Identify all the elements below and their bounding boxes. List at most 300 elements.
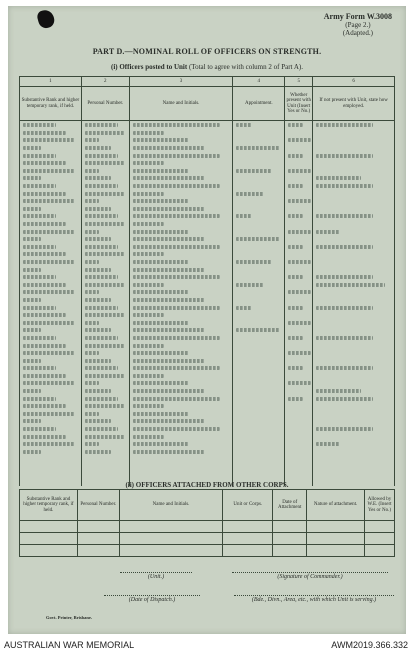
faded-entry xyxy=(85,290,99,294)
table-cell xyxy=(285,144,313,152)
faded-entry xyxy=(85,199,99,203)
faded-entry xyxy=(316,397,373,401)
table-cell xyxy=(233,205,285,213)
faded-entry xyxy=(133,222,164,226)
table-cell xyxy=(233,151,285,159)
table-cell xyxy=(20,425,82,433)
faded-entry xyxy=(316,123,373,127)
att-header-personal-number: Personal Number. xyxy=(77,490,119,521)
table-cell xyxy=(129,387,233,395)
faded-entry xyxy=(85,359,111,363)
faded-entry xyxy=(23,283,66,287)
table-cell xyxy=(81,448,129,456)
unit-line xyxy=(120,572,192,573)
table-cell xyxy=(129,417,233,425)
faded-entry xyxy=(23,389,41,393)
faded-entry xyxy=(133,192,164,196)
faded-entry xyxy=(133,321,189,325)
table-cell xyxy=(285,250,313,258)
table-cell xyxy=(285,296,313,304)
table-cell xyxy=(129,159,233,167)
table-row xyxy=(20,318,395,326)
faded-entry xyxy=(85,313,125,317)
faded-entry xyxy=(316,336,373,340)
table-cell xyxy=(81,394,129,402)
table-cell xyxy=(233,417,285,425)
table-cell xyxy=(285,349,313,357)
table-cell xyxy=(233,432,285,440)
faded-entry xyxy=(133,344,164,348)
table-cell xyxy=(285,129,313,137)
faded-entry xyxy=(236,260,272,264)
faded-entry xyxy=(133,419,205,423)
table-row xyxy=(20,296,395,304)
table-cell xyxy=(129,379,233,387)
table-cell xyxy=(313,121,395,129)
table-cell xyxy=(233,296,285,304)
faded-entry xyxy=(85,237,111,241)
table-cell xyxy=(285,280,313,288)
table-cell xyxy=(20,129,82,137)
table-cell xyxy=(20,470,82,478)
table-cell xyxy=(20,189,82,197)
table-cell xyxy=(129,182,233,190)
table-cell xyxy=(20,220,82,228)
table-row xyxy=(20,432,395,440)
faded-entry xyxy=(133,123,220,127)
table-cell xyxy=(313,250,395,258)
table-cell xyxy=(313,341,395,349)
table-cell xyxy=(81,167,129,175)
table-cell xyxy=(81,341,129,349)
table-cell xyxy=(285,174,313,182)
table-row xyxy=(20,189,395,197)
faded-entry xyxy=(23,230,75,234)
table-cell xyxy=(285,402,313,410)
table-cell xyxy=(285,235,313,243)
faded-entry xyxy=(85,366,118,370)
faded-entry xyxy=(23,344,66,348)
table-cell xyxy=(285,265,313,273)
table-row xyxy=(20,326,395,334)
column-number: 4 xyxy=(233,77,285,87)
faded-entry xyxy=(133,366,220,370)
table-cell xyxy=(81,440,129,448)
table-cell xyxy=(223,533,273,545)
table-cell xyxy=(233,144,285,152)
faded-entry xyxy=(288,275,303,279)
faded-entry xyxy=(133,298,205,302)
table-cell xyxy=(285,212,313,220)
faded-entry xyxy=(288,351,311,355)
faded-entry xyxy=(133,381,189,385)
table-cell xyxy=(313,189,395,197)
table-cell xyxy=(233,288,285,296)
table-cell xyxy=(233,349,285,357)
table-cell xyxy=(233,341,285,349)
table-cell xyxy=(20,432,82,440)
table-cell xyxy=(285,440,313,448)
faded-entry xyxy=(23,176,41,180)
table-cell xyxy=(313,258,395,266)
torn-corner xyxy=(36,8,56,30)
table-cell xyxy=(313,402,395,410)
printer-imprint: Govt. Printer, Brisbane. xyxy=(46,615,92,620)
faded-entry xyxy=(23,214,56,218)
faded-entry xyxy=(23,146,41,150)
dispatch-line xyxy=(104,595,200,596)
faded-entry xyxy=(85,275,118,279)
table-cell xyxy=(81,387,129,395)
table-cell xyxy=(313,174,395,182)
table-cell xyxy=(20,121,82,129)
table-cell xyxy=(81,311,129,319)
faded-entry xyxy=(85,192,125,196)
table-cell xyxy=(285,136,313,144)
faded-entry xyxy=(316,366,373,370)
table-cell xyxy=(20,318,82,326)
table-cell xyxy=(233,182,285,190)
faded-entry xyxy=(288,184,303,188)
table-cell xyxy=(285,394,313,402)
table-cell xyxy=(81,425,129,433)
faded-entry xyxy=(288,336,303,340)
table-cell xyxy=(20,151,82,159)
att-body xyxy=(20,521,395,557)
table-cell xyxy=(20,296,82,304)
faded-entry xyxy=(236,283,264,287)
table-cell xyxy=(20,410,82,418)
faded-entry xyxy=(23,169,75,173)
table-cell xyxy=(233,174,285,182)
table-cell xyxy=(285,220,313,228)
section2-label: (ii) OFFICERS ATTACHED FROM OTHER CORPS. xyxy=(125,481,289,489)
form-number-block xyxy=(324,13,392,37)
faded-entry xyxy=(23,404,66,408)
table-cell xyxy=(285,243,313,251)
faded-entry xyxy=(133,230,189,234)
table-cell xyxy=(20,394,82,402)
table-cell xyxy=(129,227,233,235)
table-cell xyxy=(20,243,82,251)
table-cell xyxy=(81,296,129,304)
table-cell xyxy=(81,189,129,197)
faded-entry xyxy=(85,146,111,150)
column-header-employment: If not present with Unit, state how employed. xyxy=(313,87,395,121)
table-cell xyxy=(285,455,313,463)
column-header-personal-number: Personal Number. xyxy=(81,87,129,121)
faded-entry xyxy=(85,283,125,287)
table-cell xyxy=(81,227,129,235)
table-cell xyxy=(365,521,395,533)
att-header-name: Name and Initials. xyxy=(119,490,223,521)
faded-entry xyxy=(133,427,220,431)
table-row xyxy=(20,159,395,167)
table-cell xyxy=(20,235,82,243)
table-cell xyxy=(285,334,313,342)
faded-entry xyxy=(133,374,164,378)
table-cell xyxy=(20,205,82,213)
table-cell xyxy=(273,521,307,533)
column-number: 6 xyxy=(313,77,395,87)
faded-entry xyxy=(85,245,118,249)
table-cell xyxy=(223,521,273,533)
table-cell xyxy=(233,235,285,243)
table-cell xyxy=(313,356,395,364)
faded-entry xyxy=(133,199,189,203)
table-cell xyxy=(313,288,395,296)
table-cell xyxy=(129,220,233,228)
table-cell xyxy=(20,258,82,266)
faded-entry xyxy=(23,427,56,431)
table-cell xyxy=(233,311,285,319)
table-cell xyxy=(81,280,129,288)
table-row xyxy=(20,273,395,281)
faded-entry xyxy=(316,230,340,234)
column-number-row xyxy=(20,77,395,87)
table-cell xyxy=(285,258,313,266)
faded-entry xyxy=(23,290,75,294)
faded-entry xyxy=(288,260,311,264)
table-cell xyxy=(81,463,129,471)
faded-entry xyxy=(133,154,220,158)
faded-entry xyxy=(23,412,75,416)
table-cell xyxy=(119,533,223,545)
table-row xyxy=(20,545,395,557)
faded-entry xyxy=(85,268,111,272)
column-header-appointment: Appointment. xyxy=(233,87,285,121)
table-cell xyxy=(81,159,129,167)
table-cell xyxy=(307,533,365,545)
faded-entry xyxy=(85,381,99,385)
faded-entry xyxy=(133,435,164,439)
table-cell xyxy=(233,129,285,137)
table-row xyxy=(20,144,395,152)
table-cell xyxy=(20,303,82,311)
table-cell xyxy=(285,417,313,425)
faded-entry xyxy=(85,123,118,127)
faded-entry xyxy=(133,328,205,332)
table-cell xyxy=(233,197,285,205)
faded-entry xyxy=(316,245,373,249)
table-cell xyxy=(81,455,129,463)
faded-entry xyxy=(133,306,220,310)
faded-entry xyxy=(85,328,111,332)
faded-entry xyxy=(133,351,189,355)
table-cell xyxy=(273,533,307,545)
table-cell xyxy=(313,159,395,167)
faded-entry xyxy=(133,450,205,454)
table-cell xyxy=(81,258,129,266)
table-cell xyxy=(129,129,233,137)
column-header-present: Whether present with Unit (Insert Yes or No.) xyxy=(285,87,313,121)
table-cell xyxy=(129,258,233,266)
table-cell xyxy=(285,387,313,395)
faded-entry xyxy=(236,328,279,332)
table-row xyxy=(20,197,395,205)
faded-entry xyxy=(23,359,41,363)
faded-entry xyxy=(23,366,56,370)
table-row xyxy=(20,410,395,418)
table-cell xyxy=(233,159,285,167)
faded-entry xyxy=(316,214,373,218)
faded-entry xyxy=(316,442,340,446)
table-cell xyxy=(129,394,233,402)
table-row xyxy=(20,151,395,159)
table-cell xyxy=(313,235,395,243)
table-cell xyxy=(313,167,395,175)
faded-entry xyxy=(288,169,311,173)
table-cell xyxy=(285,227,313,235)
table-cell xyxy=(313,212,395,220)
table-cell xyxy=(129,189,233,197)
table-cell xyxy=(233,379,285,387)
table-cell xyxy=(20,455,82,463)
table-cell xyxy=(20,349,82,357)
table-row xyxy=(20,448,395,456)
table-cell xyxy=(313,227,395,235)
table-cell xyxy=(81,432,129,440)
faded-entry xyxy=(133,207,205,211)
table-cell xyxy=(285,159,313,167)
faded-entry xyxy=(316,427,373,431)
table-row xyxy=(20,311,395,319)
table-cell xyxy=(129,402,233,410)
table-cell xyxy=(285,197,313,205)
table-cell xyxy=(81,318,129,326)
table-row xyxy=(20,212,395,220)
table-cell xyxy=(285,189,313,197)
faded-entry xyxy=(288,199,311,203)
table-row xyxy=(20,425,395,433)
table-row xyxy=(20,394,395,402)
table-cell xyxy=(313,197,395,205)
table-cell xyxy=(20,364,82,372)
table-row xyxy=(20,121,395,129)
faded-entry xyxy=(133,404,164,408)
table-cell xyxy=(307,521,365,533)
table-cell xyxy=(313,129,395,137)
location-label: (Bde., Divn., Area, etc., with which Unit is serving.) xyxy=(251,597,377,603)
faded-entry xyxy=(23,237,41,241)
faded-entry xyxy=(23,419,41,423)
table-cell xyxy=(81,402,129,410)
table-cell xyxy=(81,326,129,334)
table-cell xyxy=(129,311,233,319)
table-row xyxy=(20,129,395,137)
roll-body xyxy=(20,121,395,486)
table-cell xyxy=(313,326,395,334)
faded-entry xyxy=(23,381,75,385)
table-cell xyxy=(129,273,233,281)
table-cell xyxy=(313,379,395,387)
table-cell xyxy=(285,372,313,380)
faded-entry xyxy=(23,123,56,127)
table-cell xyxy=(365,545,395,557)
table-cell xyxy=(273,545,307,557)
table-cell xyxy=(233,402,285,410)
table-cell xyxy=(129,265,233,273)
table-cell xyxy=(20,280,82,288)
faded-entry xyxy=(85,230,99,234)
section1-label: (i) Officers posted to Unit xyxy=(111,63,188,71)
table-cell xyxy=(129,235,233,243)
table-cell xyxy=(285,205,313,213)
column-header-row xyxy=(20,87,395,121)
table-cell xyxy=(233,372,285,380)
table-row xyxy=(20,387,395,395)
table-row xyxy=(20,349,395,357)
faded-entry xyxy=(85,389,111,393)
table-cell xyxy=(81,303,129,311)
footer-bar xyxy=(0,637,412,653)
table-cell xyxy=(81,334,129,342)
table-cell xyxy=(313,280,395,288)
table-cell xyxy=(313,144,395,152)
table-cell xyxy=(233,265,285,273)
faded-entry xyxy=(133,290,189,294)
faded-entry xyxy=(133,237,205,241)
table-cell xyxy=(129,432,233,440)
faded-entry xyxy=(288,306,303,310)
table-row xyxy=(20,463,395,471)
table-cell xyxy=(20,288,82,296)
table-cell xyxy=(81,265,129,273)
section2-heading xyxy=(8,481,406,489)
table-cell xyxy=(313,455,395,463)
table-cell xyxy=(285,356,313,364)
faded-entry xyxy=(85,298,111,302)
adapted-label: (Adapted.) xyxy=(342,29,373,37)
table-cell xyxy=(77,545,119,557)
table-cell xyxy=(77,521,119,533)
faded-entry xyxy=(85,131,125,135)
faded-entry xyxy=(85,222,125,226)
table-cell xyxy=(313,265,395,273)
faded-entry xyxy=(23,184,56,188)
table-cell xyxy=(313,470,395,478)
footer-accession-number: AWM2019.366.332 xyxy=(331,640,408,650)
faded-entry xyxy=(288,321,311,325)
table-row xyxy=(20,227,395,235)
table-cell xyxy=(233,394,285,402)
table-cell xyxy=(285,425,313,433)
faded-entry xyxy=(23,207,41,211)
faded-entry xyxy=(23,435,66,439)
table-cell xyxy=(20,334,82,342)
table-cell xyxy=(313,387,395,395)
faded-entry xyxy=(23,374,66,378)
table-cell xyxy=(313,136,395,144)
faded-entry xyxy=(23,161,66,165)
table-cell xyxy=(233,455,285,463)
table-cell xyxy=(233,280,285,288)
dispatch-label: (Date of Dispatch.) xyxy=(128,597,176,603)
table-cell xyxy=(233,425,285,433)
table-cell xyxy=(81,273,129,281)
table-cell xyxy=(81,417,129,425)
table-row xyxy=(20,334,395,342)
table-cell xyxy=(313,425,395,433)
table-cell xyxy=(233,220,285,228)
table-cell xyxy=(20,448,82,456)
table-cell xyxy=(129,455,233,463)
table-cell xyxy=(129,356,233,364)
table-cell xyxy=(20,379,82,387)
table-cell xyxy=(119,521,223,533)
table-cell xyxy=(313,372,395,380)
faded-entry xyxy=(23,397,56,401)
